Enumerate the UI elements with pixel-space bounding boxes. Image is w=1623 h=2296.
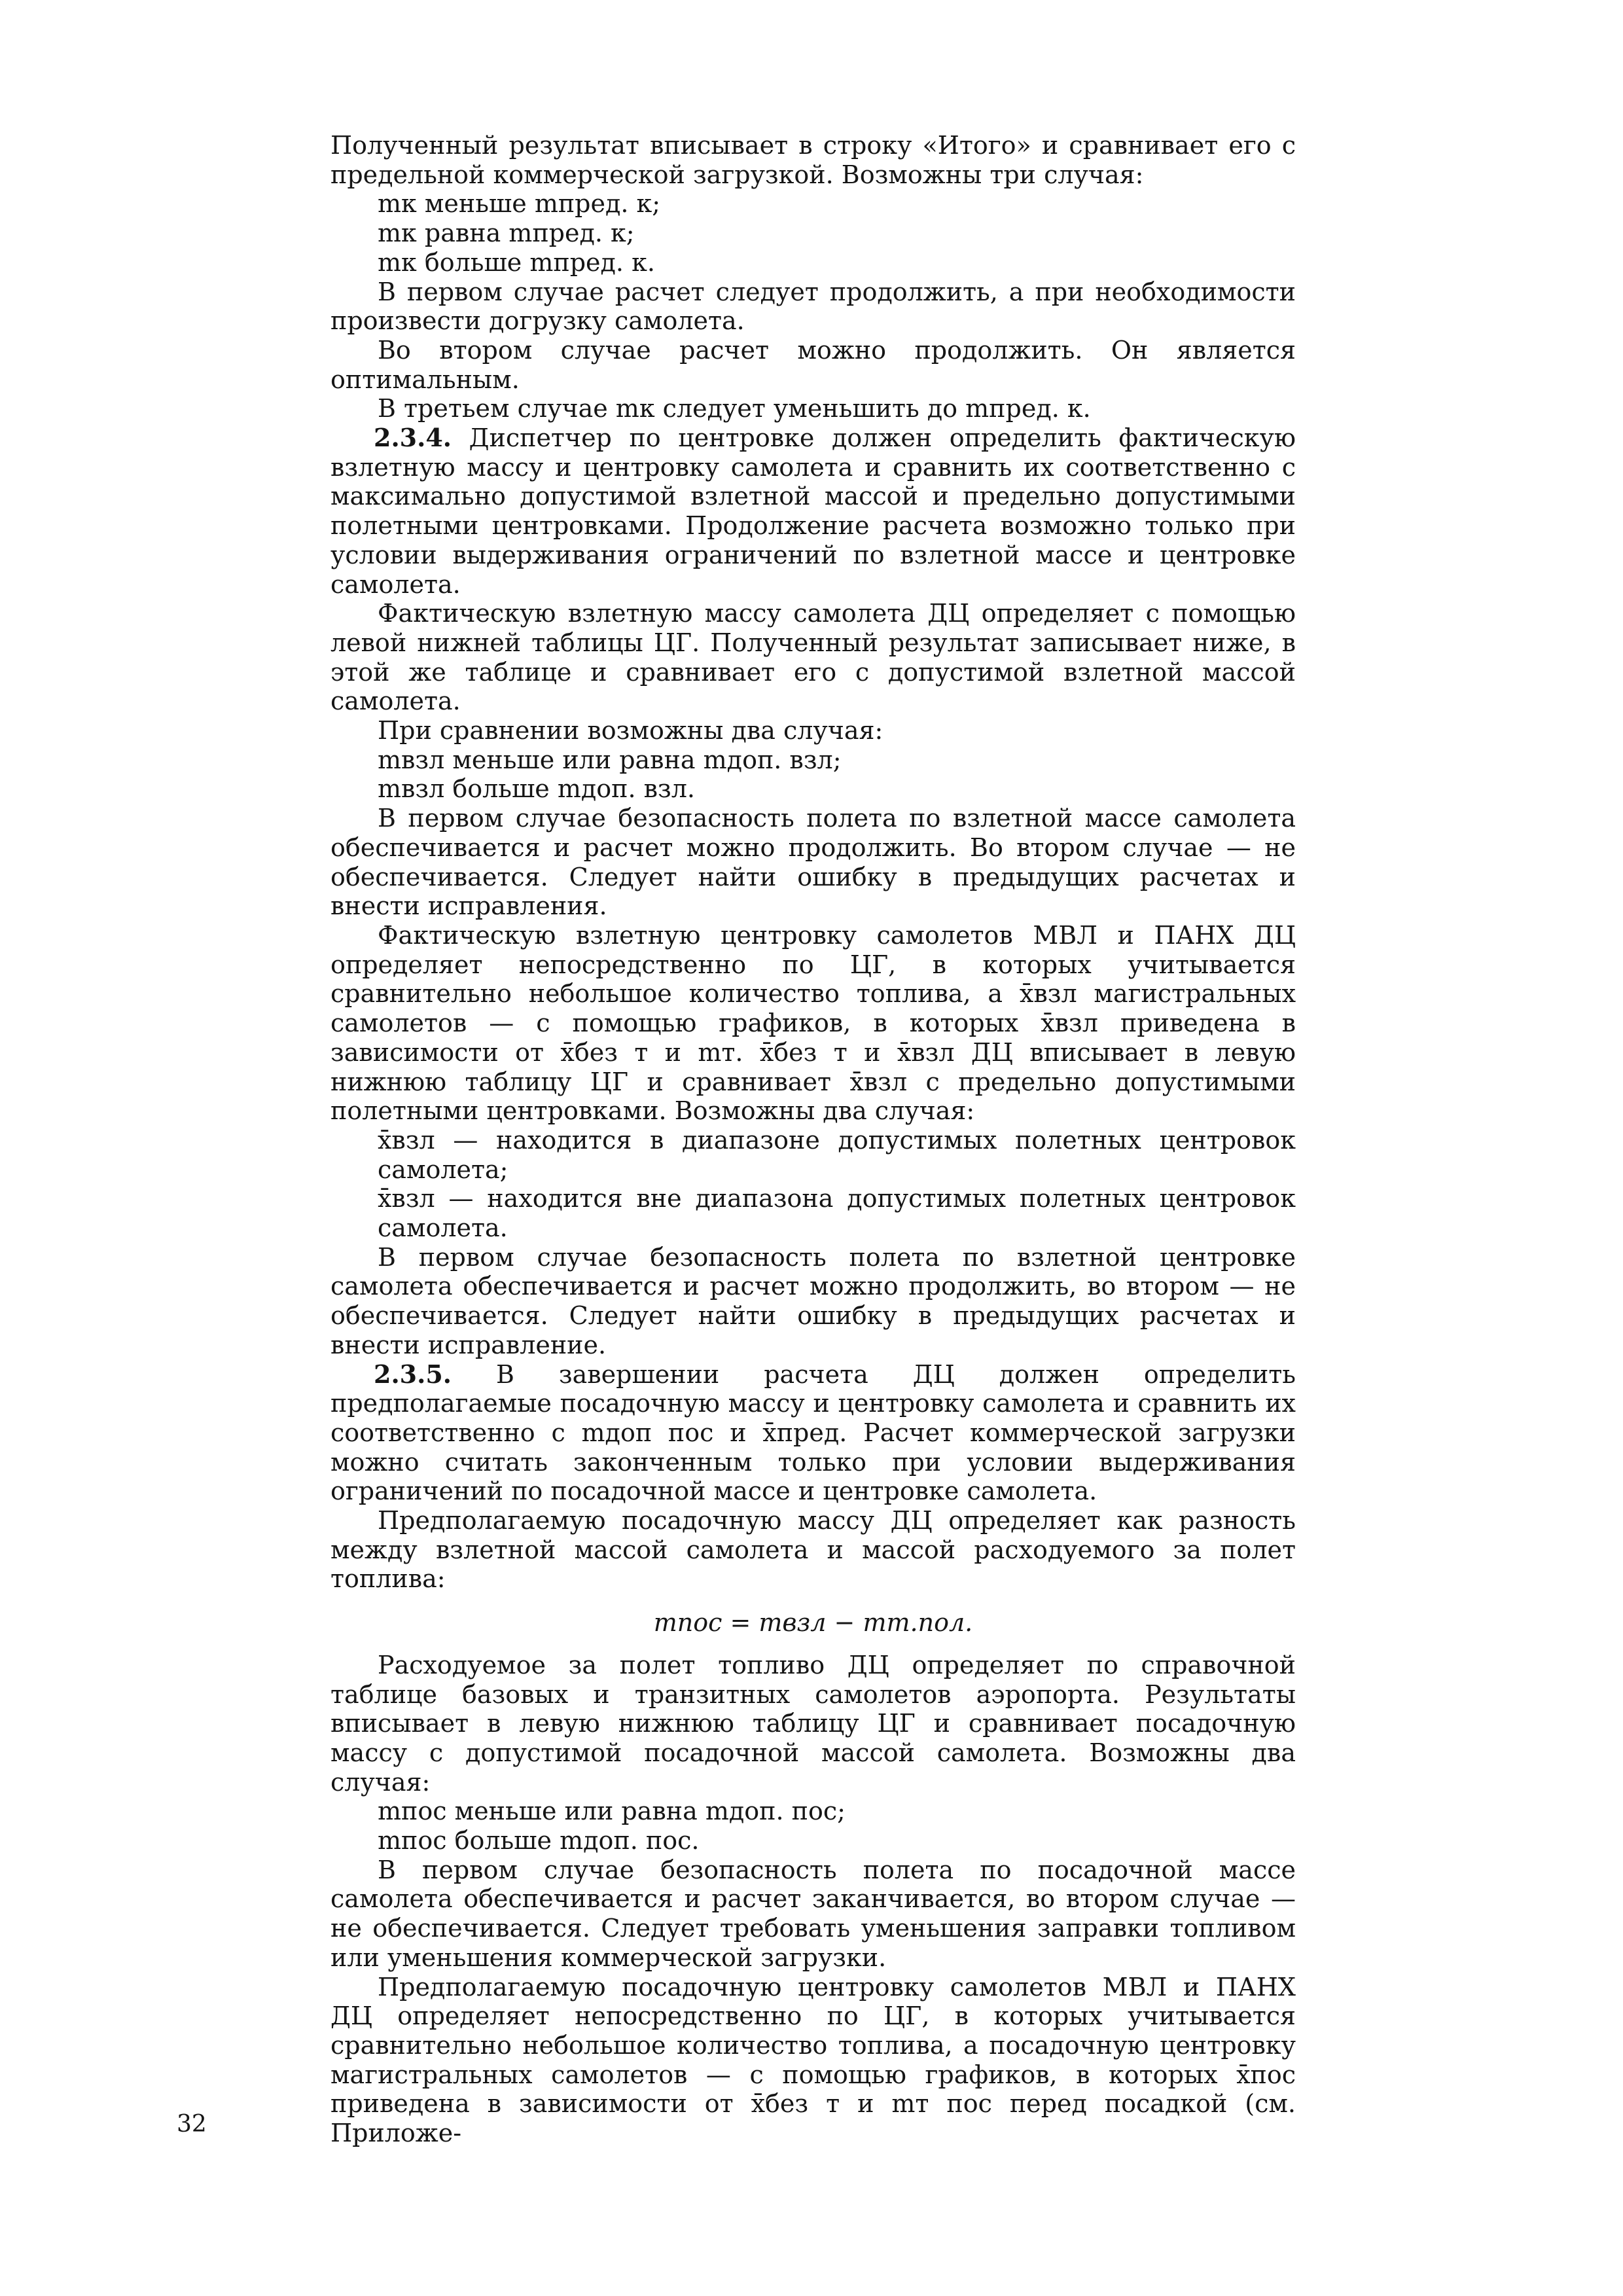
section-text: В завершении расчета ДЦ должен определить предполагаемые посадочную массу и центровку самолета и сравнить их соответственно с mдоп пос и x̄пред. Расчет коммерческой загрузки можно считать законченным только при условии выдерживания ограничений по посадочной массе и центровке самолета.: [330, 1359, 1296, 1506]
paragraph: Во втором случае расчет можно продолжить. Он является оптимальным.: [330, 335, 1296, 394]
paragraph: Предполагаемую посадочную массу ДЦ определяет как разность между взлетной массой самолета и массой расходуемого за полет топлива:: [330, 1506, 1296, 1594]
condition-line: mпос больше mдоп. пос.: [378, 1826, 700, 1856]
paragraph: Полученный результат вписывает в строку «Итого» и сравнивает его с предельной коммерческой загрузкой. Возможны три случая:: [330, 131, 1296, 189]
condition-line: mпос меньше или равна mдоп. пос;: [378, 1797, 846, 1826]
formula: mпос = mвзл − mт.пол.: [653, 1608, 973, 1638]
paragraph: В первом случае безопасность полета по взлетной массе самолета обеспечивается и расчет можно продолжить. Во втором случае — не обеспечивается. Следует найти ошибку в предыдущих расчетах и внести исправления.: [330, 804, 1296, 921]
paragraph: В третьем случае mк следует уменьшить до mпред. к.: [378, 394, 1091, 423]
section-number: 2.3.4.: [374, 423, 452, 453]
condition-line: mвзл больше mдоп. взл.: [378, 774, 695, 804]
paragraph: При сравнении возможны два случая:: [378, 716, 883, 745]
section-number: 2.3.5.: [374, 1359, 452, 1389]
paragraph: В первом случае расчет следует продолжить, а при необходимости произвести догрузку самолета.: [330, 277, 1296, 336]
paragraph: В первом случае безопасность полета по взлетной центровке самолета обеспечивается и расчет можно продолжить, во втором — не обеспечивается. Следует найти ошибку в предыдущих расчетах и внести исправление.: [330, 1242, 1296, 1359]
section-paragraph: [330, 423, 1296, 599]
condition-line: mк меньше mпред. к;: [378, 189, 661, 219]
paragraph: Фактическую взлетную центровку самолетов МВЛ и ПАНХ ДЦ определяет непосредственно по ЦГ, в которых учитывается сравнительно небольшое количество топлива, а x̄взл магистральных самолетов — с помощью графиков, в которых x̄взл приведена в зависимости от x̄без т и mт. x̄без т и x̄взл ДЦ вписывает в левую нижнюю таблицу ЦГ и сравнивает x̄взл с предельно допустимыми полетными центровками. Возможны два случая:: [330, 920, 1296, 1126]
condition-line: x̄взл — находится в диапазоне допустимых полетных центровок самолета;: [378, 1125, 1296, 1184]
page-number: 32: [177, 2111, 207, 2138]
section-text: Диспетчер по центровке должен определить фактическую взлетную массу и центровку самолета и сравнить их соответственно с максимально допустимой взлетной массой и предельно допустимыми полетными центровками. Продолжение расчета возможно только при условии выдерживания ограничений по взлетной массе и центровке самолета.: [330, 423, 1296, 599]
paragraph: Расходуемое за полет топливо ДЦ определяет по справочной таблице базовых и транзитных самолетов аэропорта. Результаты вписывает в левую нижнюю таблицу ЦГ и сравнивает посадочную массу с допустимой посадочной массой самолета. Возможны два случая:: [330, 1650, 1296, 1797]
section-paragraph: [330, 1360, 1296, 1507]
paragraph: Фактическую взлетную массу самолета ДЦ определяет с помощью левой нижней таблицы ЦГ. Полученный результат записывает ниже, в этой же таблице и сравнивает его с допустимой взлетной массой самолета.: [330, 599, 1296, 716]
condition-line: mвзл меньше или равна mдоп. взл;: [378, 745, 842, 774]
paragraph: В первом случае безопасность полета по посадочной массе самолета обеспечивается и расчет заканчивается, во втором случае — не обеспечивается. Следует требовать уменьшения заправки топливом или уменьшения коммерческой загрузки.: [330, 1855, 1296, 1972]
paragraph: Предполагаемую посадочную центровку самолетов МВЛ и ПАНХ ДЦ определяет непосредственно по ЦГ, в которых учитывается сравнительно небольшое количество топлива, а посадочную центровку магистральных самолетов — с помощью графиков, в которых x̄пос приведена в зависимости от x̄без т и mт пос перед посадкой (см. Приложе-: [330, 1972, 1296, 2148]
text-column: [330, 131, 1296, 2148]
condition-line: x̄взл — находится вне диапазона допустимых полетных центровок самолета.: [378, 1184, 1296, 1243]
condition-line: mк равна mпред. к;: [378, 219, 635, 248]
condition-line: mк больше mпред. к.: [378, 247, 655, 277]
